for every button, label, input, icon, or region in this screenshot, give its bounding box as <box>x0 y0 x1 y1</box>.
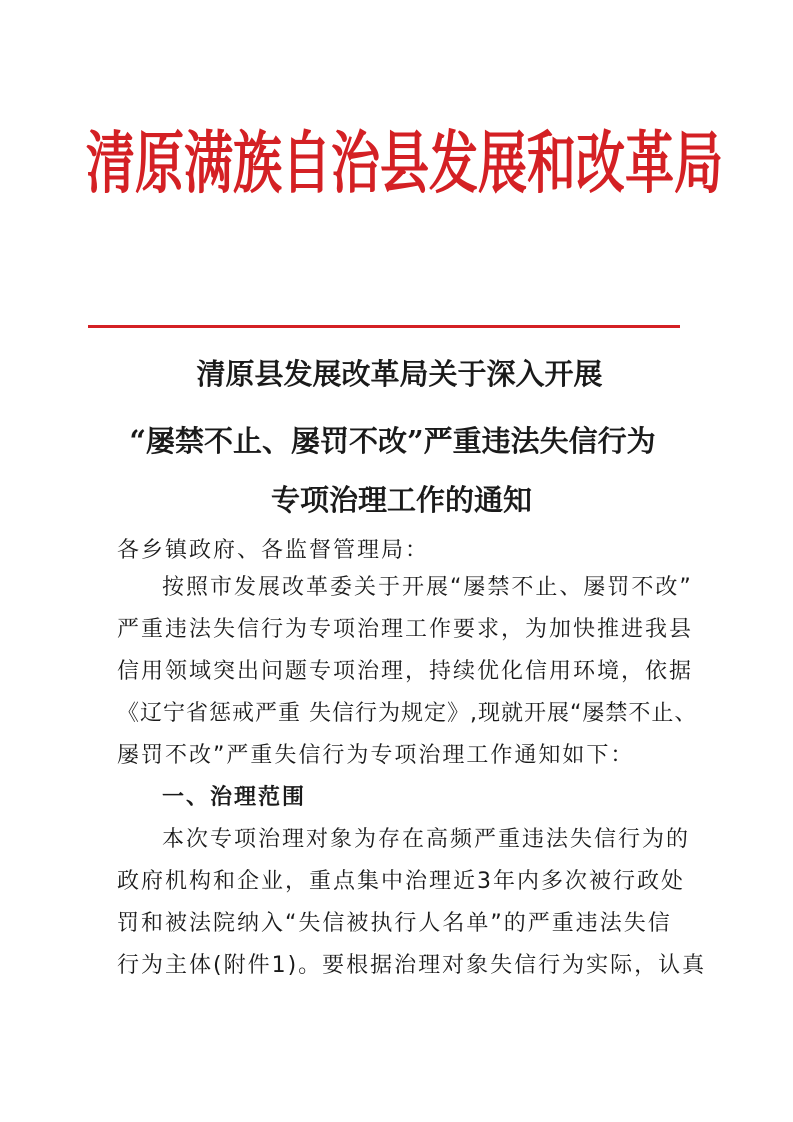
section-1-line: 行为主体(附件1)。要根据治理对象失信行为实际，认真 <box>117 953 707 978</box>
section-heading: 一、治理范围 <box>162 785 307 810</box>
paragraph-1-line: 信用领域突出问题专项治理，持续优化信用环境，依据 <box>117 659 694 684</box>
document-title-line-3: 专项治理工作的通知 <box>270 483 532 517</box>
letterhead-divider <box>88 325 680 328</box>
letterhead-title: 清原满族自治县发展和改革局 <box>86 122 724 204</box>
document-title-line-1: 清原县发展改革局关于深入开展 <box>196 357 603 391</box>
section-1-line: 政府机构和企业，重点集中治理近3年内多次被行政处 <box>117 869 685 894</box>
paragraph-1-line: 屡罚不改”严重失信行为专项治理工作通知如下： <box>117 743 635 768</box>
paragraph-1-line: 严重违法失信行为专项治理工作要求，为加快推进我县 <box>117 617 694 642</box>
document-title-line-2: “屡禁不止、屡罚不改”严重违法失信行为 <box>129 424 656 458</box>
section-1-line: 本次专项治理对象为存在高频严重违法失信行为的 <box>162 827 691 852</box>
paragraph-1-line: 《辽宁省惩戒严重 失信行为规定》,现就开展“屡禁不止、 <box>117 701 698 726</box>
paragraph-1-line: 按照市发展改革委关于开展“屡禁不止、屡罚不改” <box>162 575 693 600</box>
salutation: 各乡镇政府、各监督管理局： <box>117 538 430 563</box>
section-1-line: 罚和被法院纳入“失信被执行人名单”的严重违法失信 <box>117 911 672 936</box>
